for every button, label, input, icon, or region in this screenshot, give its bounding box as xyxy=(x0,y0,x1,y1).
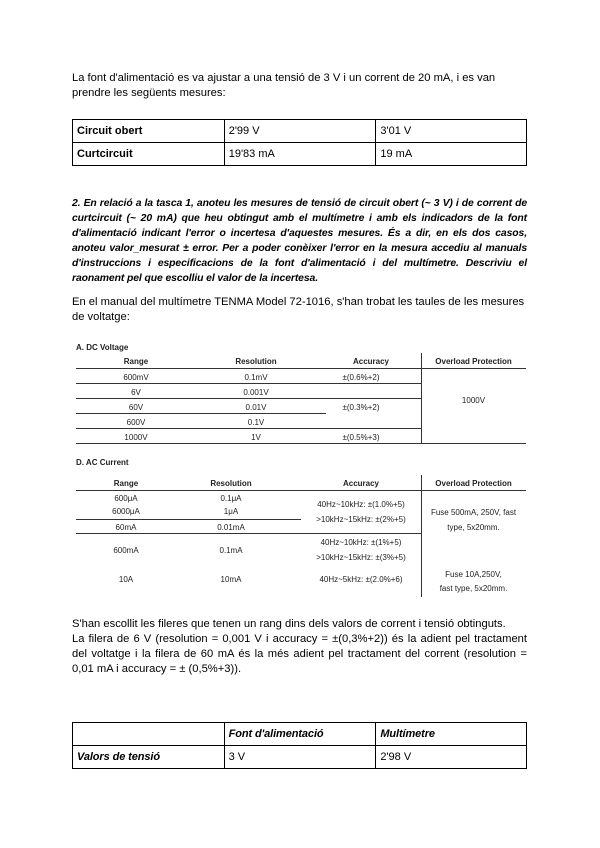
dc-range: 60V xyxy=(128,403,144,412)
ac-range: 600mA xyxy=(113,546,139,555)
ac-overload: Fuse 500mA, 250V, fast xyxy=(430,508,517,517)
ac-resolution: 0.01mA xyxy=(217,523,245,532)
ac-header-resolution: Resolution xyxy=(210,479,252,488)
header-multimeter: Multímetre xyxy=(376,723,527,746)
table-row xyxy=(73,143,527,166)
dc-header-accuracy: Accuracy xyxy=(352,357,390,366)
dc-range: 600V xyxy=(126,418,146,427)
row-label-voltage: Valors de tensió xyxy=(73,746,225,769)
table-cell: 3 V xyxy=(224,746,376,769)
ac-range: 6000μA xyxy=(112,507,140,516)
ac-accuracy: >10kHz~15kHz: ±(2%+5) xyxy=(316,515,406,524)
dc-overload: 1000V xyxy=(461,396,486,405)
ac-accuracy: >10kHz~15kHz: ±(3%+5) xyxy=(316,553,406,562)
row-label-short-circuit: Curtcircuit xyxy=(73,143,225,166)
divider xyxy=(76,368,526,369)
explanation-paragraph: La filera de 6 V (resolution = 0,001 V i accuracy = ±(0,3%+2)) és la adient pel tractament del voltatge i la filera de 60 mA és la més adient pel tractament del corrent (resolution = 0,01 mA i accuracy = ± (0,5%+3)). xyxy=(72,633,527,675)
selection-paragraph: S'han escollit les fileres que tenen un rang dins dels valors de corrent i tensió obtinguts. xyxy=(72,618,506,630)
divider xyxy=(76,383,421,384)
ac-header-overload: Overload Protection xyxy=(435,479,512,488)
divider xyxy=(76,398,421,399)
dc-accuracy: ±(0.5%+3) xyxy=(342,433,380,442)
header-power-supply: Font d'alimentació xyxy=(224,723,376,746)
question-text: 2. En relació a la tasca 1, anoteu les mesures de tensió de circuit obert (~ 3 V) i de corrent de curtcircuit (~ 20 mA) que heu obtingut amb el multímetre i amb els indicadors de la font d'alimentació indicant l'error o incertesa d'aquestes mesures. És a dir, en els dos casos, anoteu valor_mesurat ± error. Per a poder conèixer l'error en la mesura accediu al manuals d'instruccions i especificacions de la font d'alimentació i del multímetre. Descriviu el raonament pel que escolliu el valor de la incertesa. xyxy=(72,198,527,284)
divider xyxy=(76,428,421,429)
divider xyxy=(421,475,422,597)
ac-resolution: 1μA xyxy=(223,507,239,516)
manual-paragraph: En el manual del multímetre TENMA Model 72-1016, s'han trobat les taules de les mesures de voltatge: xyxy=(72,296,525,323)
dc-resolution: 0.01V xyxy=(245,403,267,412)
ac-range: 60mA xyxy=(115,523,137,532)
ac-overload: type, 5x20mm. xyxy=(447,523,500,532)
ac-header-range: Range xyxy=(113,479,139,488)
dc-resolution: 0.1mV xyxy=(244,373,268,382)
ac-resolution: 0.1mA xyxy=(219,546,243,555)
intro-paragraph: La font d'alimentació es va ajustar a una tensió de 3 V i un corrent de 20 mA, i es van prendre les següents mesures: xyxy=(72,72,496,99)
table-cell: 19 mA xyxy=(376,143,527,166)
divider xyxy=(76,443,526,444)
dc-resolution: 1V xyxy=(251,433,261,442)
ac-current-title: D. AC Current xyxy=(76,458,129,467)
ac-range: 10A xyxy=(118,575,134,584)
dc-range: 6V xyxy=(131,388,141,397)
ac-accuracy: 40Hz~10kHz: ±(1%+5) xyxy=(320,538,402,547)
ac-accuracy: 40Hz~10kHz: ±(1.0%+5) xyxy=(317,500,405,509)
dc-header-range: Range xyxy=(123,357,149,366)
table-cell: 3'01 V xyxy=(376,120,527,143)
table-cell: 2'99 V xyxy=(224,120,376,143)
ac-header-accuracy: Accuracy xyxy=(342,479,380,488)
spec-tables-figure xyxy=(76,343,526,603)
divider xyxy=(76,490,526,491)
dc-resolution: 0.1V xyxy=(247,418,265,427)
ac-resolution: 0.1μA xyxy=(220,494,242,503)
ac-accuracy: 40Hz~5kHz: ±(2.0%+6) xyxy=(319,575,403,584)
dc-accuracy: ±(0.6%+2) xyxy=(342,373,380,382)
dc-voltage-title: A. DC Voltage xyxy=(76,343,129,352)
table-cell: 19'83 mA xyxy=(224,143,376,166)
row-label-open-circuit: Circuit obert xyxy=(73,120,225,143)
table-row xyxy=(73,723,527,746)
table-cell: 2'98 V xyxy=(376,746,527,769)
dc-header-overload: Overload Protection xyxy=(435,357,512,366)
dc-header-resolution: Resolution xyxy=(235,357,277,366)
table-cell xyxy=(73,723,225,746)
voltage-values-table xyxy=(72,722,527,769)
dc-range: 600mV xyxy=(123,373,149,382)
table-row xyxy=(73,746,527,769)
dc-accuracy: ±(0.3%+2) xyxy=(342,403,380,412)
ac-overload: Fuse 10A,250V, xyxy=(445,570,502,579)
ac-resolution: 10mA xyxy=(220,575,242,584)
dc-resolution: 0.001V xyxy=(243,388,269,397)
divider xyxy=(421,353,422,443)
divider xyxy=(76,533,421,534)
divider xyxy=(76,413,326,414)
ac-range: 600μA xyxy=(114,494,138,503)
divider xyxy=(76,519,301,520)
table-row xyxy=(73,120,527,143)
ac-overload: fast type, 5x20mm. xyxy=(439,584,508,593)
dc-range: 1000V xyxy=(124,433,148,442)
measurements-table xyxy=(72,119,527,166)
